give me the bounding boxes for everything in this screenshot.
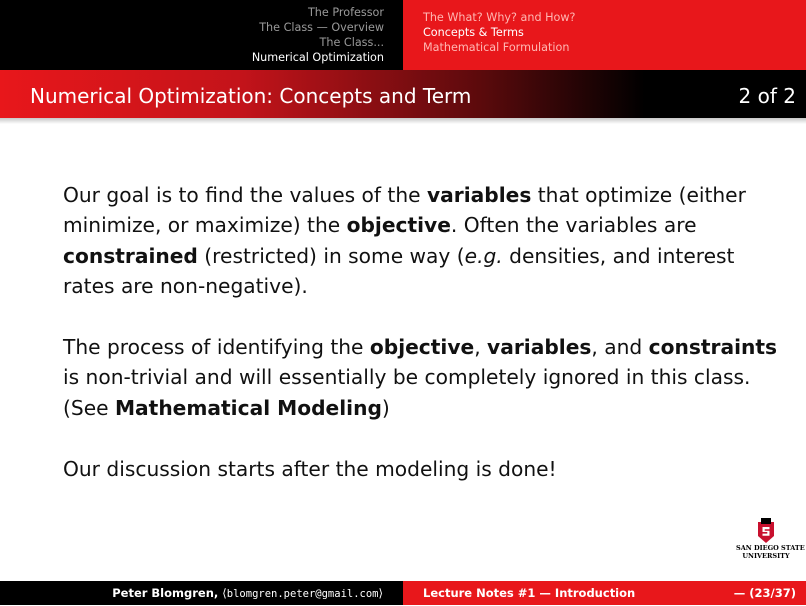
email-bracket-open: ⟨ — [222, 586, 227, 600]
section-navigation — [0, 0, 403, 70]
footer-bar — [0, 581, 806, 605]
abbreviation-eg: e.g. — [464, 243, 503, 268]
author-name: Peter Blomgren, — [112, 586, 223, 600]
nav-subsection-mathematical-formulation[interactable]: Mathematical Formulation — [423, 41, 570, 54]
nav-section-numerical-optimization[interactable]: Numerical Optimization — [251, 51, 384, 64]
text-run: ) — [381, 395, 390, 420]
text-run: is non-trivial and will essentially be completely ignored in this class. (See — [63, 365, 751, 420]
university-logo — [736, 518, 805, 568]
text-run: , — [474, 335, 488, 360]
paragraph-discussion: Our discussion starts after the modeling is done! — [63, 456, 557, 481]
term-mathematical-modeling: Mathematical Modeling — [114, 395, 382, 420]
footer-author — [0, 581, 403, 605]
term-constrained: constrained — [63, 243, 198, 268]
paragraph-process — [63, 332, 783, 423]
text-run: . Often the variables are — [450, 213, 697, 238]
term-constraints: constraints — [648, 335, 778, 360]
footer-lecture — [403, 581, 806, 605]
nav-section-professor[interactable]: The Professor — [307, 6, 384, 19]
paragraph-goal — [63, 180, 783, 302]
author-email[interactable]: blomgren.peter@gmail.com — [226, 588, 379, 600]
nav-section-class[interactable]: The Class... — [319, 36, 384, 49]
email-bracket-close: ⟩ — [378, 586, 383, 600]
title-shadow — [0, 118, 806, 124]
text-run: densities, and interest rates are non-negative). — [63, 243, 735, 299]
subsection-navigation — [403, 0, 806, 70]
nav-subsection-what-why-how[interactable]: The What? Why? and How? — [423, 11, 576, 24]
term-objective: objective — [369, 335, 475, 360]
text-run: , and — [591, 335, 649, 360]
navigation-bar — [0, 0, 806, 70]
text-run: (restricted) in some way ( — [197, 243, 465, 268]
logo-line-1: SAN DIEGO STATE — [736, 544, 805, 552]
page-number: — (23/37) — [733, 586, 796, 600]
logo-line-2: UNIVERSITY — [742, 552, 790, 560]
text-run: Our goal is to find the values of the — [63, 183, 427, 207]
text-run: that optimize (either minimize, or maximize) the — [63, 183, 746, 238]
shield-icon — [757, 518, 775, 544]
term-variables: variables — [487, 335, 592, 360]
nav-subsection-concepts-terms[interactable]: Concepts & Terms — [423, 26, 524, 39]
frame-count: 2 of 2 — [738, 84, 796, 108]
text-run: The process of identifying the — [63, 335, 370, 360]
term-objective: objective — [346, 213, 451, 238]
frame-title-bar — [0, 70, 806, 118]
nav-section-class-overview[interactable]: The Class — Overview — [259, 21, 384, 34]
term-variables: variables — [426, 183, 532, 207]
frame-title: Numerical Optimization: Concepts and Term — [30, 84, 472, 108]
slide-content — [63, 180, 783, 514]
lecture-title: Lecture Notes #1 — Introduction — [423, 586, 636, 600]
